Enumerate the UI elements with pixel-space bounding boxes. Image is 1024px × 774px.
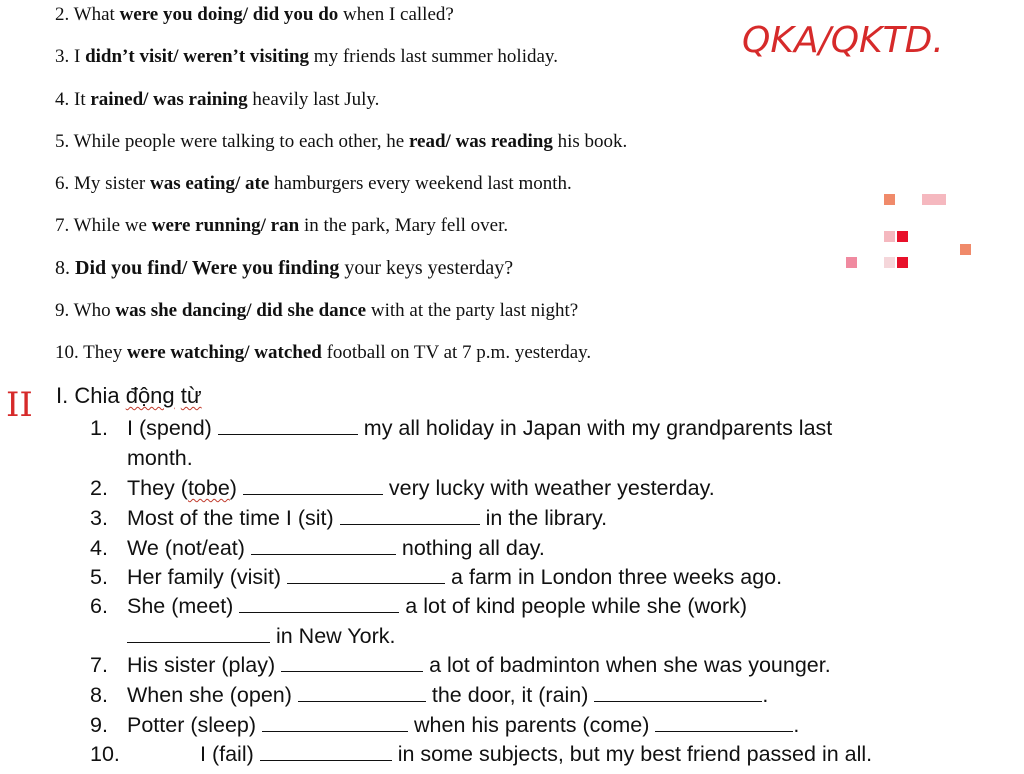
pixel-mark: [960, 244, 971, 255]
answer-blank[interactable]: [260, 759, 392, 761]
answer-blank[interactable]: [655, 730, 793, 732]
pixel-mark: [846, 257, 857, 268]
mc-line-3: 3. I didn’t visit/ weren’t visiting my friends last summer holiday.: [55, 46, 558, 67]
mc-line-5: 5. While people were talking to each other, he read/ was reading his book.: [55, 131, 628, 152]
mc-line-6: 6. My sister was eating/ ate hamburgers every weekend last month.: [55, 173, 572, 194]
mc-line-7: 7. While we were running/ ran in the park, Mary fell over.: [55, 215, 509, 236]
handwritten-roman-mark-text: II: [6, 385, 33, 425]
answer-blank[interactable]: [243, 493, 383, 495]
section-heading: I. Chia động từ: [56, 383, 202, 408]
exercise-item-1-cont: month.: [127, 446, 193, 470]
mc-line-9: 9. Who was she dancing/ did she dance with at the party last night?: [55, 300, 579, 321]
answer-blank[interactable]: [251, 553, 396, 555]
answer-blank[interactable]: [218, 433, 358, 435]
pixel-mark: [884, 257, 895, 268]
answer-blank[interactable]: [287, 582, 445, 584]
answer-blank[interactable]: [594, 700, 762, 702]
answer-blank[interactable]: [340, 523, 480, 525]
answer-blank[interactable]: [127, 641, 270, 643]
pixel-mark: [922, 194, 946, 205]
handwritten-roman-mark: [6, 382, 56, 426]
pixel-mark: [897, 257, 908, 268]
mc-line-2: 2. What were you doing/ did you do when I called?: [55, 4, 454, 25]
answer-blank[interactable]: [239, 611, 399, 613]
pixel-mark: [897, 231, 908, 242]
exercise-item-6-cont: in New York.: [127, 624, 395, 649]
mc-line-4: 4. It rained/ was raining heavily last July.: [55, 89, 380, 110]
pixel-mark: [884, 231, 895, 242]
pixel-mark: [884, 194, 895, 205]
mc-line-10: 10. They were watching/ watched football on TV at 7 p.m. yesterday.: [55, 342, 592, 363]
answer-blank[interactable]: [281, 670, 423, 672]
mc-line-8: 8. Did you find/ Were you finding your keys yesterday?: [55, 257, 514, 279]
answer-blank[interactable]: [262, 730, 408, 732]
answer-blank[interactable]: [298, 700, 426, 702]
handwritten-annotation-text: QKA/QKTD.: [742, 20, 944, 61]
handwritten-annotation: [740, 12, 990, 62]
